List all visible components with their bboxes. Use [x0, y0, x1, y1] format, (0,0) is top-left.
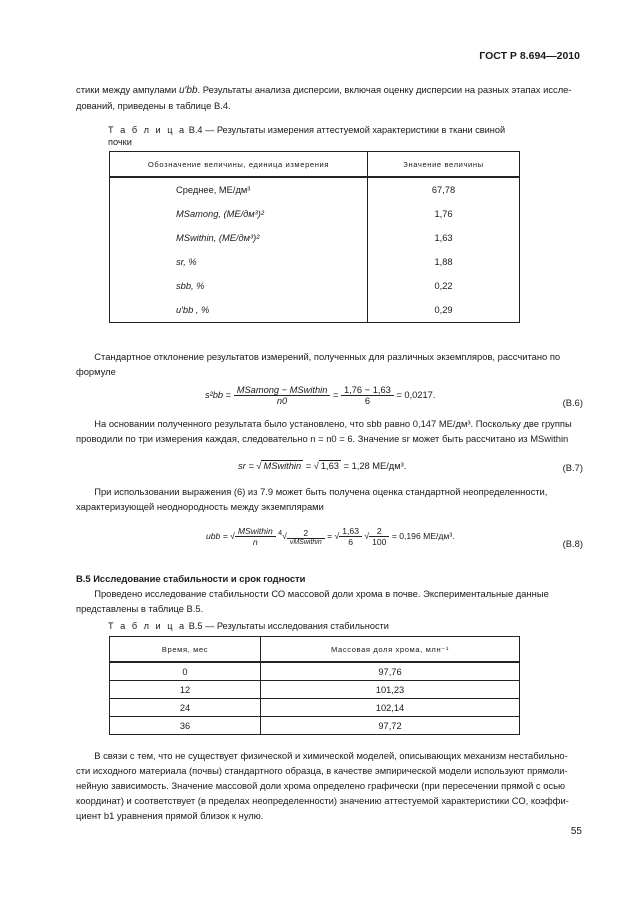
closing-line-3: нейную зависимость. Значение массовой доли хрома определено графически (при пересечении прямой с осью	[76, 780, 566, 791]
table4-header-value: Значение величины	[368, 152, 520, 178]
table-row	[110, 298, 520, 323]
eq8-den2: νMSwithin	[289, 538, 322, 546]
section-b5	[76, 571, 582, 616]
table-row	[110, 250, 520, 274]
using-paragraph	[76, 484, 582, 514]
eq6-fraction-1	[234, 385, 331, 406]
eq8-den3: 6	[348, 537, 353, 547]
eq6-result: = 0,0217.	[396, 389, 436, 400]
table4-cell-value: 0,22	[368, 274, 520, 298]
eq6-lhs: s²bb	[205, 389, 224, 400]
eq8-fraction-4	[369, 526, 389, 547]
std-line-1	[76, 349, 582, 364]
table5-cell-value: 101,23	[261, 681, 520, 699]
intro-text-a: стики между ампулами	[76, 84, 177, 95]
eq6-num1: MSamong − MSwithin	[234, 385, 331, 396]
closing-line-1	[76, 748, 582, 763]
std-paragraph	[76, 349, 582, 379]
table5-caption	[108, 620, 528, 632]
table4-cell-value: 0,29	[368, 298, 520, 323]
basis-paragraph	[76, 416, 582, 446]
table5-cell-time: 24	[110, 699, 261, 717]
basis-line-1	[76, 416, 582, 431]
eq8-num2: 2	[287, 528, 325, 539]
table-b4	[109, 151, 520, 323]
table5-cell-time: 36	[110, 717, 261, 735]
table4-cell-value: 1,63	[368, 226, 520, 250]
eq7-number: (В.7)	[562, 462, 583, 473]
equation-b8: ubb = √ $\frac{\text{MSwithin}}{n}$ $^4$√ $\frac{2}{\text{νMSwithin}}$ = √ $\frac{1,63}{6}$ √ $\frac{2}{100}$ = 0,196 МЕ/дм³.	[206, 526, 455, 547]
table5-cell-value: 102,14	[261, 699, 520, 717]
eq7-sqrt-1: MSwithin	[263, 461, 302, 471]
basis-text-1: На основании полученного результата было установлено, что sbb равно 0,147 МЕ/дм³. Поскольку две группы	[94, 418, 572, 429]
table5-cell-time: 12	[110, 681, 261, 699]
eq8-num1: MSwithin	[235, 526, 276, 537]
eq6-num2: 1,76 − 1,63	[341, 385, 394, 396]
eq8-number: (В.8)	[562, 538, 583, 549]
table4-cell-name: u′bb , %	[110, 298, 368, 323]
eq6-number: (В.6)	[562, 397, 583, 408]
eq6-den2: 6	[364, 396, 370, 406]
eq8-fraction-1	[235, 526, 276, 547]
eq8-den4: 100	[372, 537, 387, 547]
table-row	[110, 699, 520, 717]
closing-paragraph	[76, 748, 582, 823]
closing-line-5: циент b1 уравнения прямой близок к нулю.	[76, 810, 264, 821]
intro-line-2: дований, приведены в таблице В.4.	[76, 100, 231, 111]
table4-cell-name: MSwithin, (МЕ/дм³)²	[110, 226, 368, 250]
table-row	[110, 202, 520, 226]
table-row	[110, 274, 520, 298]
intro-line-1	[76, 82, 582, 98]
table4-caption-label: Т а б л и ц а	[108, 125, 187, 135]
equation-b6: s²bb = $\frac{\text{MSamong − MSwithin}}{n0}$ = $\frac{1,76 - 1,63}{6}$ = 0,0217.	[205, 385, 436, 406]
table-row	[110, 681, 520, 699]
table4-cell-name: sbb, %	[110, 274, 368, 298]
table-row	[110, 226, 520, 250]
table5-header-time: Время, мес	[110, 637, 261, 663]
eq8-result: = 0,196 МЕ/дм³.	[391, 530, 455, 541]
eq8-den1: n	[252, 537, 258, 547]
section-line-1	[76, 586, 582, 601]
table-row	[110, 717, 520, 735]
table-row	[110, 662, 520, 681]
table4-cell-name: MSamong, (МЕ/дм³)²	[110, 202, 368, 226]
table5-cell-value: 97,76	[261, 662, 520, 681]
table4-cell-value: 1,76	[368, 202, 520, 226]
table5-cell-time: 0	[110, 662, 261, 681]
equation-b7: sr = √ MSwithin = √ 1,63 = 1,28 МЕ/дм³.	[238, 461, 407, 471]
eq8-num3: 1,63	[339, 526, 362, 537]
eq6-fraction-2	[341, 385, 394, 406]
table-b5	[109, 636, 520, 735]
table4-cell-value: 1,88	[368, 250, 520, 274]
closing-line-4: координат) и соответствует (в пределах неопределенности) значению аттестуемой характеристики СО, коэффи-	[76, 795, 569, 806]
eq8-fraction-2	[287, 528, 325, 546]
table4-cell-name: Среднее, МЕ/дм³	[110, 177, 368, 202]
table5-header-chromium: Массовая доля хрома, млн⁻¹	[261, 637, 520, 663]
eq7-lhs: sr =	[238, 461, 254, 471]
table4-cell-value: 67,78	[368, 177, 520, 202]
u-bb-symbol: u′bb	[178, 85, 198, 96]
table5-caption-text: В.5 — Результаты исследования стабильности	[188, 621, 389, 631]
table4-cell-name: sr, %	[110, 250, 368, 274]
table4-caption-text: В.4 — Результаты измерения аттестуемой характеристики в ткани свиной почки	[108, 125, 506, 147]
page-number: 55	[570, 826, 582, 837]
eq8-num4: 2	[369, 526, 389, 537]
section-text-1: Проведено исследование стабильности СО массовой доли хрома в почве. Экспериментальные данные	[94, 588, 549, 599]
closing-line-2: сти исходного материала (почвы) стандартного образца, в качестве эмпирической модели используют прямоли-	[76, 765, 568, 776]
table4-header-name: Обозначение величины, единица измерения	[110, 152, 368, 178]
eq8-lhs: ubb =	[206, 530, 228, 541]
table5-cell-value: 97,72	[261, 717, 520, 735]
eq7-sqrt-2: 1,63	[320, 461, 339, 471]
intro-paragraph	[76, 82, 582, 113]
table-row	[110, 177, 520, 202]
section-title: В.5 Исследование стабильности и срок годности	[76, 573, 306, 584]
eq8-fraction-3	[339, 526, 362, 547]
closing-text-1: В связи с тем, что не существует физической и химической моделей, описывающих механизм нестабильно-	[94, 750, 568, 761]
table4-caption	[108, 124, 528, 148]
using-line-1	[76, 484, 582, 499]
table5-caption-label: Т а б л и ц а	[108, 621, 187, 631]
using-text-1: При использовании выражения (6) из 7.9 может быть получена оценка стандартной неопределенности,	[94, 486, 548, 497]
intro-text-b: . Результаты анализа дисперсии, включая оценку дисперсии на разных этапах иссле-	[197, 84, 572, 95]
std-line-2: формуле	[76, 366, 116, 377]
using-line-2: характеризующей неоднородность между экземплярами	[76, 501, 324, 512]
eq7-result: = 1,28 МЕ/дм³.	[343, 461, 407, 471]
basis-line-2: проводили по три измерения каждая, следовательно n = n0 = 6. Значение sr может быть рассчитано из MSwithin	[76, 433, 569, 444]
standard-header: ГОСТ Р 8.694—2010	[479, 50, 580, 62]
std-text-1: Стандартное отклонение результатов измерений, полученных для различных экземпляров, рассчитано по	[94, 351, 561, 362]
eq6-den1: n0	[276, 396, 288, 406]
section-line-2: представлены в таблице В.5.	[76, 603, 204, 614]
